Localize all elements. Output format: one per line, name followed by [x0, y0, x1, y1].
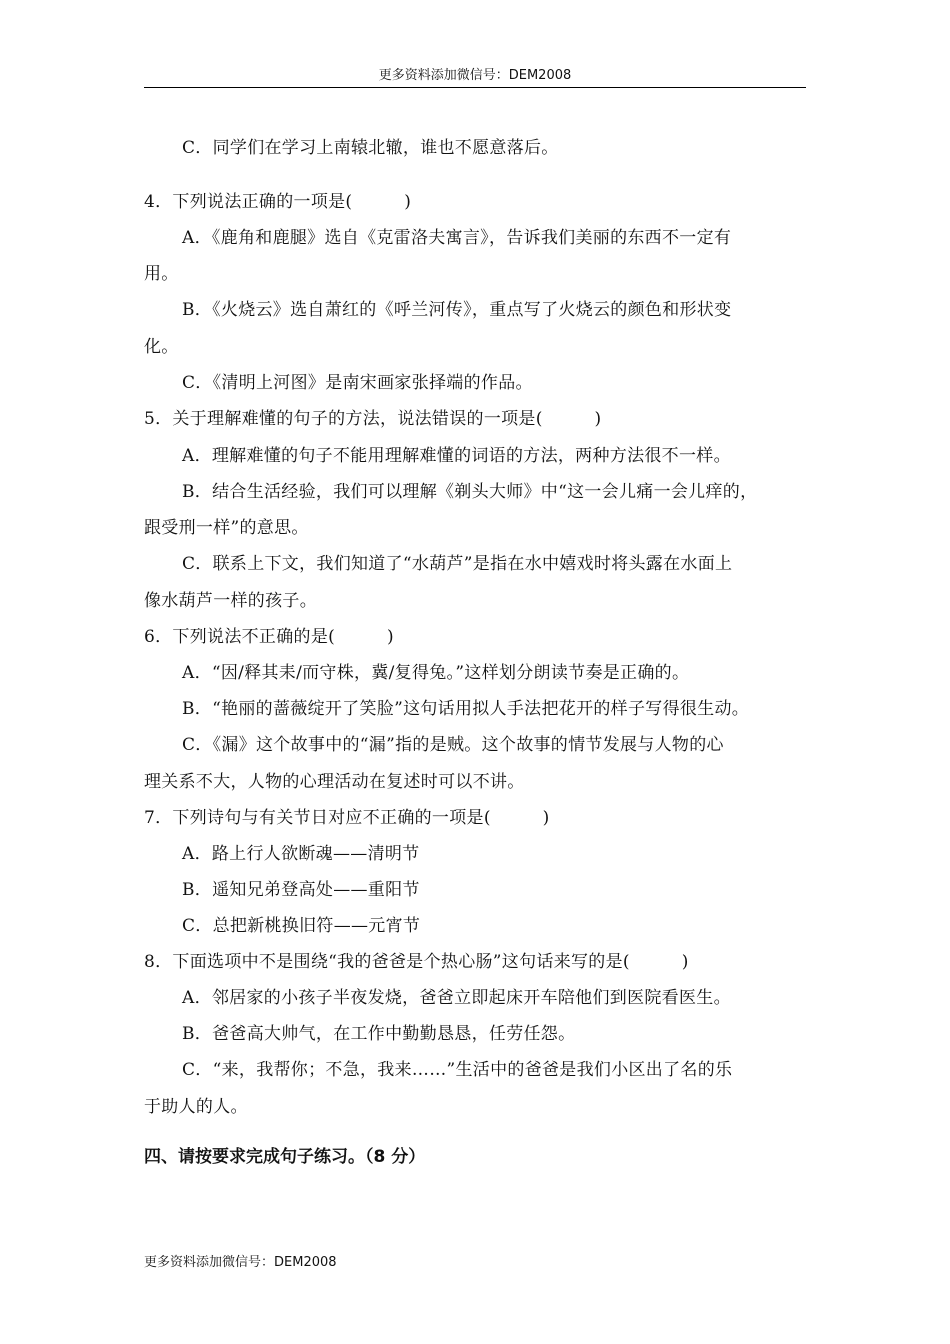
option-line: B．《火烧云》选自萧红的《呼兰河传》，重点写了火烧云的颜色和形状变: [182, 300, 732, 320]
option-continuation: 化。: [144, 337, 179, 357]
option-line: C．联系上下文，我们知道了“水葫芦”是指在水中嬉戏时将头露在水面上: [182, 554, 733, 574]
option-line: B．遥知兄弟登高处——重阳节: [182, 880, 420, 900]
option-continuation: 于助人的人。: [144, 1097, 248, 1117]
section-title: 四、请按要求完成句子练习。（8 分）: [144, 1147, 426, 1167]
option-line: B．“艳丽的蔷薇绽开了笑脸”这句话用拟人手法把花开的样子写得很生动。: [182, 699, 750, 719]
option-line: A．“因/释其耒/而守株，冀/复得兔。”这样划分朗读节奏是正确的。: [182, 663, 690, 683]
option-line: C．《清明上河图》是南宋画家张择端的作品。: [182, 373, 533, 393]
option-line: A．邻居家的小孩子半夜发烧，爸爸立即起床开车陪他们到医院看医生。: [182, 988, 731, 1008]
page-header: 更多资料添加微信号：DEM2008: [378, 68, 572, 83]
option-line: C．“来，我帮你；不急，我来……”生活中的爸爸是我们小区出了名的乐: [182, 1060, 733, 1080]
option-line: C．同学们在学习上南辕北辙，谁也不愿意落后。: [182, 138, 559, 158]
option-line: B．结合生活经验，我们可以理解《剃头大师》中“这一会儿痛一会儿痒的，: [182, 482, 758, 502]
header-rule: [144, 87, 806, 88]
question-line: 8．下面选项中不是围绕“我的爸爸是个热心肠”这句话来写的是( ): [144, 952, 689, 972]
question-line: 6．下列说法不正确的是( ): [144, 627, 394, 647]
question-line: 4．下列说法正确的一项是( ): [144, 192, 412, 212]
option-line: A．《鹿角和鹿腿》选自《克雷洛夫寓言》，告诉我们美丽的东西不一定有: [182, 228, 732, 248]
option-continuation: 跟受刑一样”的意思。: [144, 518, 309, 538]
question-line: 7．下列诗句与有关节日对应不正确的一项是( ): [144, 808, 550, 828]
question-line: 5．关于理解难懂的句子的方法，说法错误的一项是( ): [144, 409, 602, 429]
option-line: C．总把新桃换旧符——元宵节: [182, 916, 421, 936]
option-line: B．爸爸高大帅气，在工作中勤勤恳恳，任劳任怨。: [182, 1024, 576, 1044]
option-continuation: 像水葫芦一样的孩子。: [144, 591, 317, 611]
option-continuation: 理关系不大，人物的心理活动在复述时可以不讲。: [144, 772, 525, 792]
page-footer: 更多资料添加微信号：DEM2008: [144, 1255, 337, 1270]
option-line: A．路上行人欲断魂——清明节: [182, 844, 420, 864]
option-line: A．理解难懂的句子不能用理解难懂的词语的方法，两种方法很不一样。: [182, 446, 731, 466]
option-line: C．《漏》这个故事中的“漏”指的是贼。这个故事的情节发展与人物的心: [182, 735, 724, 755]
option-continuation: 用。: [144, 264, 179, 284]
